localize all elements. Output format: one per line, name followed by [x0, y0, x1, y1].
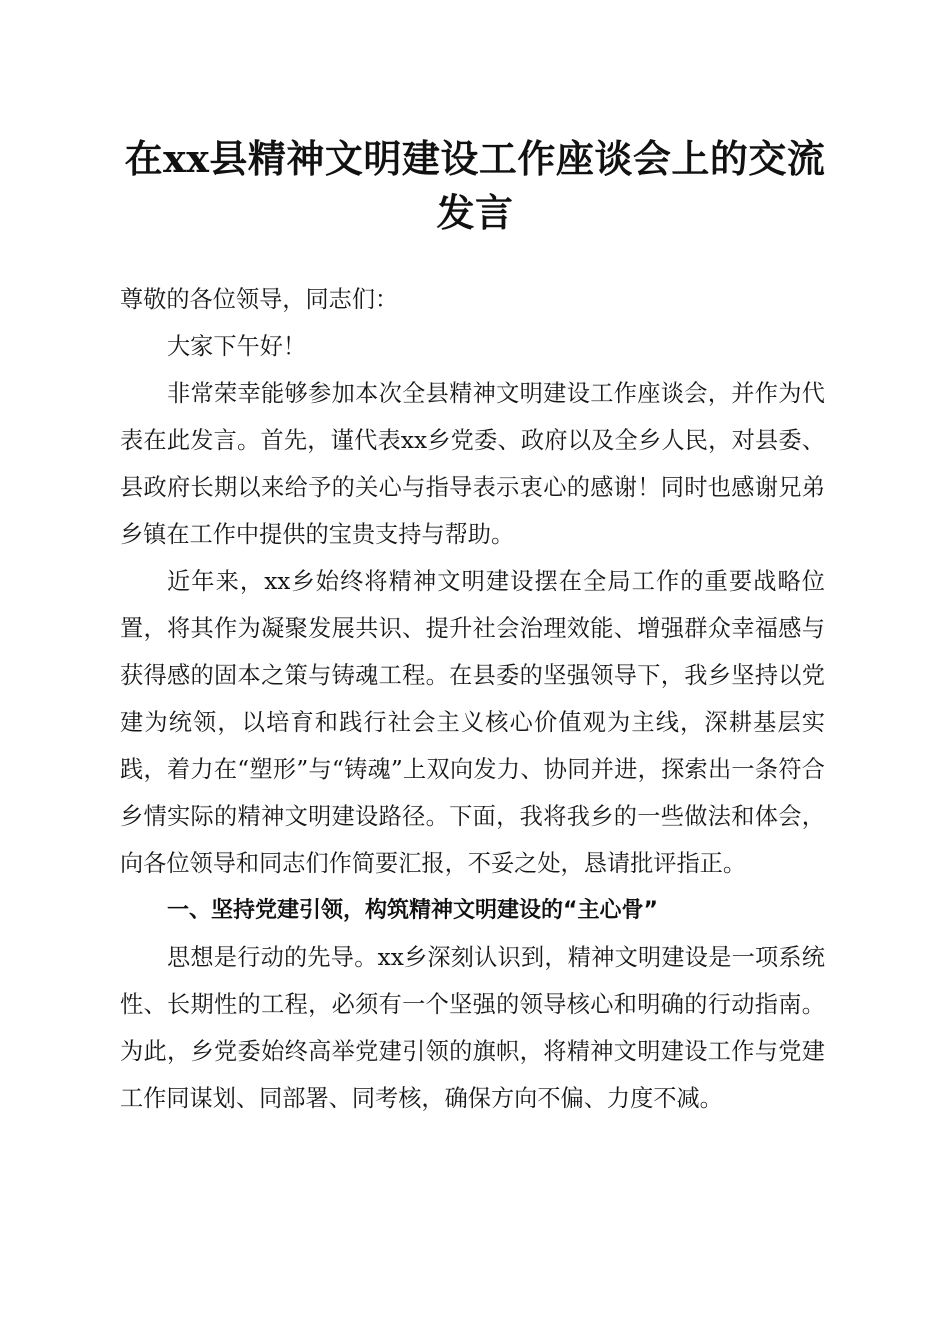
document-body — [120, 276, 825, 1122]
paragraph-section-1: 思想是行动的先导。xx乡深刻认识到，精神文明建设是一项系统性、长期性的工程，必须有一个坚强的领导核心和明确的行动指南。为此，乡党委始终高举党建引领的旗帜，将精神文明建设工作与党建工作同谋划、同部署、同考核，确保方向不偏、力度不减。 — [120, 944, 825, 1112]
salutation: 尊敬的各位领导，同志们： — [120, 286, 399, 313]
greeting: 大家下午好！ — [167, 333, 307, 360]
paragraph-overview: 近年来，xx乡始终将精神文明建设摆在全局工作的重要战略位置，将其作为凝聚发展共识、提升社会治理效能、增强群众幸福感与获得感的固本之策与铸魂工程。在县委的坚强领导下，我乡坚持以党建为统领，以培育和践行社会主义核心价值观为主线，深耕基层实践，着力在“塑形”与“铸魂”上双向发力、协同并进，探索出一条符合乡情实际的精神文明建设路径。下面，我将我乡的一些做法和体会，向各位领导和同志们作简要汇报，不妥之处，恳请批评指正。 — [120, 568, 825, 877]
section-heading-1: 一、坚持党建引领，构筑精神文明建设的“主心骨” — [167, 898, 658, 923]
paragraph-opening: 非常荣幸能够参加本次全县精神文明建设工作座谈会，并作为代表在此发言。首先，谨代表xx乡党委、政府以及全乡人民，对县委、县政府长期以来给予的关心与指导表示衷心的感谢！同时也感谢兄弟乡镇在工作中提供的宝贵支持与帮助。 — [120, 380, 825, 548]
document-title: 在xx县精神文明建设工作座谈会上的交流发言 — [124, 136, 826, 235]
